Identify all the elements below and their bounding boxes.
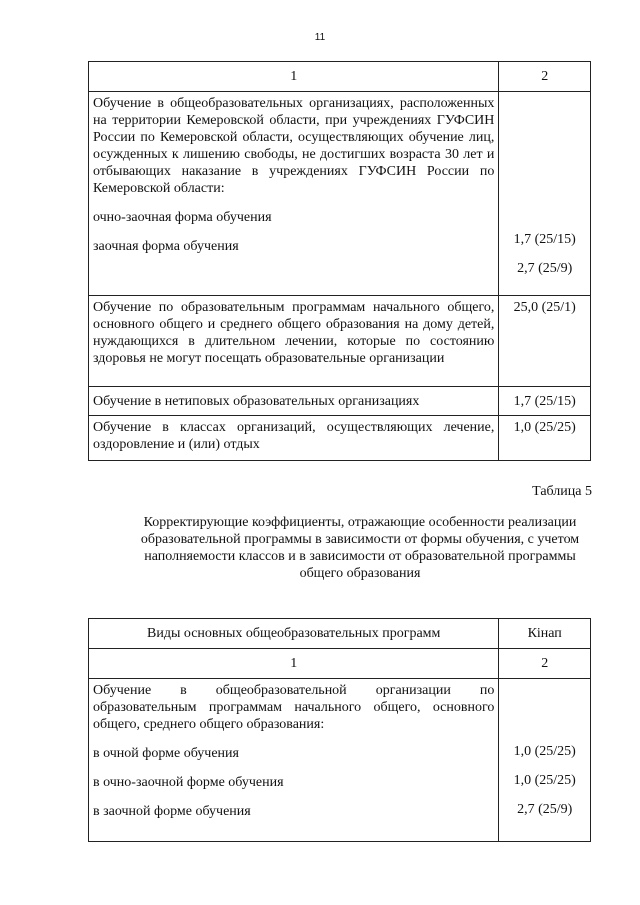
coefficient-value: 2,7 (25/9)	[517, 802, 573, 817]
column-header-programs: Виды основных общеобразовательных программ	[89, 619, 499, 649]
table-row	[89, 296, 591, 387]
table-column-header-row	[89, 619, 591, 649]
coefficients-table-5	[88, 618, 591, 842]
coefficient-value: 25,0 (25/1)	[513, 300, 576, 315]
header-col-1: 1	[89, 62, 499, 92]
coefficient-value: 2,7 (25/9)	[517, 261, 573, 276]
header-col-2: 2	[499, 62, 591, 92]
row-description: Обучение в общеобразовательных организациях, расположенных на территории Кемеровской области, при учреждениях ГУФСИН России по Кемеровской области, осуществляющих обучение лиц, осужденных к лишению свободы, не достигших возраста 30 лет и отбывающих наказание в учреждениях ГУФСИН России по Кемеровской области:	[93, 96, 495, 196]
row-description: Обучение в общеобразовательной организации по образовательным программам начального общего, основного общего, среднего общего образования:	[93, 683, 495, 732]
table-label: Таблица 5	[532, 484, 592, 499]
table-row	[89, 92, 591, 296]
row-description: Обучение по образовательным программам начального общего, основного общего и среднего общего образования на дому детей, нуждающихся в длительном лечении, которые по состоянию здоровья не могут посещать образовательные организации	[93, 300, 495, 366]
column-header-coefficient: Кінап	[499, 619, 591, 649]
row-description: Обучение в классах организаций, осуществляющих лечение, оздоровление и (или) отдых	[93, 420, 495, 452]
table-row	[89, 387, 591, 416]
header-col-1: 1	[89, 649, 499, 679]
coefficients-table-continued	[88, 61, 591, 461]
row-description: Обучение в нетиповых образовательных организациях	[93, 393, 420, 409]
table-header-row	[89, 649, 591, 679]
table-header-row	[89, 62, 591, 92]
coefficient-value: 1,0 (25/25)	[513, 420, 576, 435]
sub-row-label: в очной форме обучения	[93, 746, 239, 761]
table-row	[89, 679, 591, 842]
sub-row-label: в очно-заочной форме обучения	[93, 775, 284, 790]
sub-row-label: заочная форма обучения	[93, 239, 239, 254]
coefficient-value: 1,0 (25/25)	[513, 773, 576, 788]
sub-row-label: в заочной форме обучения	[93, 804, 251, 819]
page-number: 11	[314, 32, 326, 43]
coefficient-value: 1,7 (25/15)	[513, 232, 576, 247]
table-caption: Корректирующие коэффициенты, отражающие особенности реализации образовательной программы в зависимости от формы обучения, с учетом наполняемости классов и в зависимости от образовательной программы общего образования	[140, 515, 580, 581]
coefficient-value: 1,0 (25/25)	[513, 744, 576, 759]
header-col-2: 2	[499, 649, 591, 679]
table-row	[89, 416, 591, 461]
coefficient-value: 1,7 (25/15)	[513, 393, 576, 409]
sub-row-label: очно-заочная форма обучения	[93, 210, 272, 225]
